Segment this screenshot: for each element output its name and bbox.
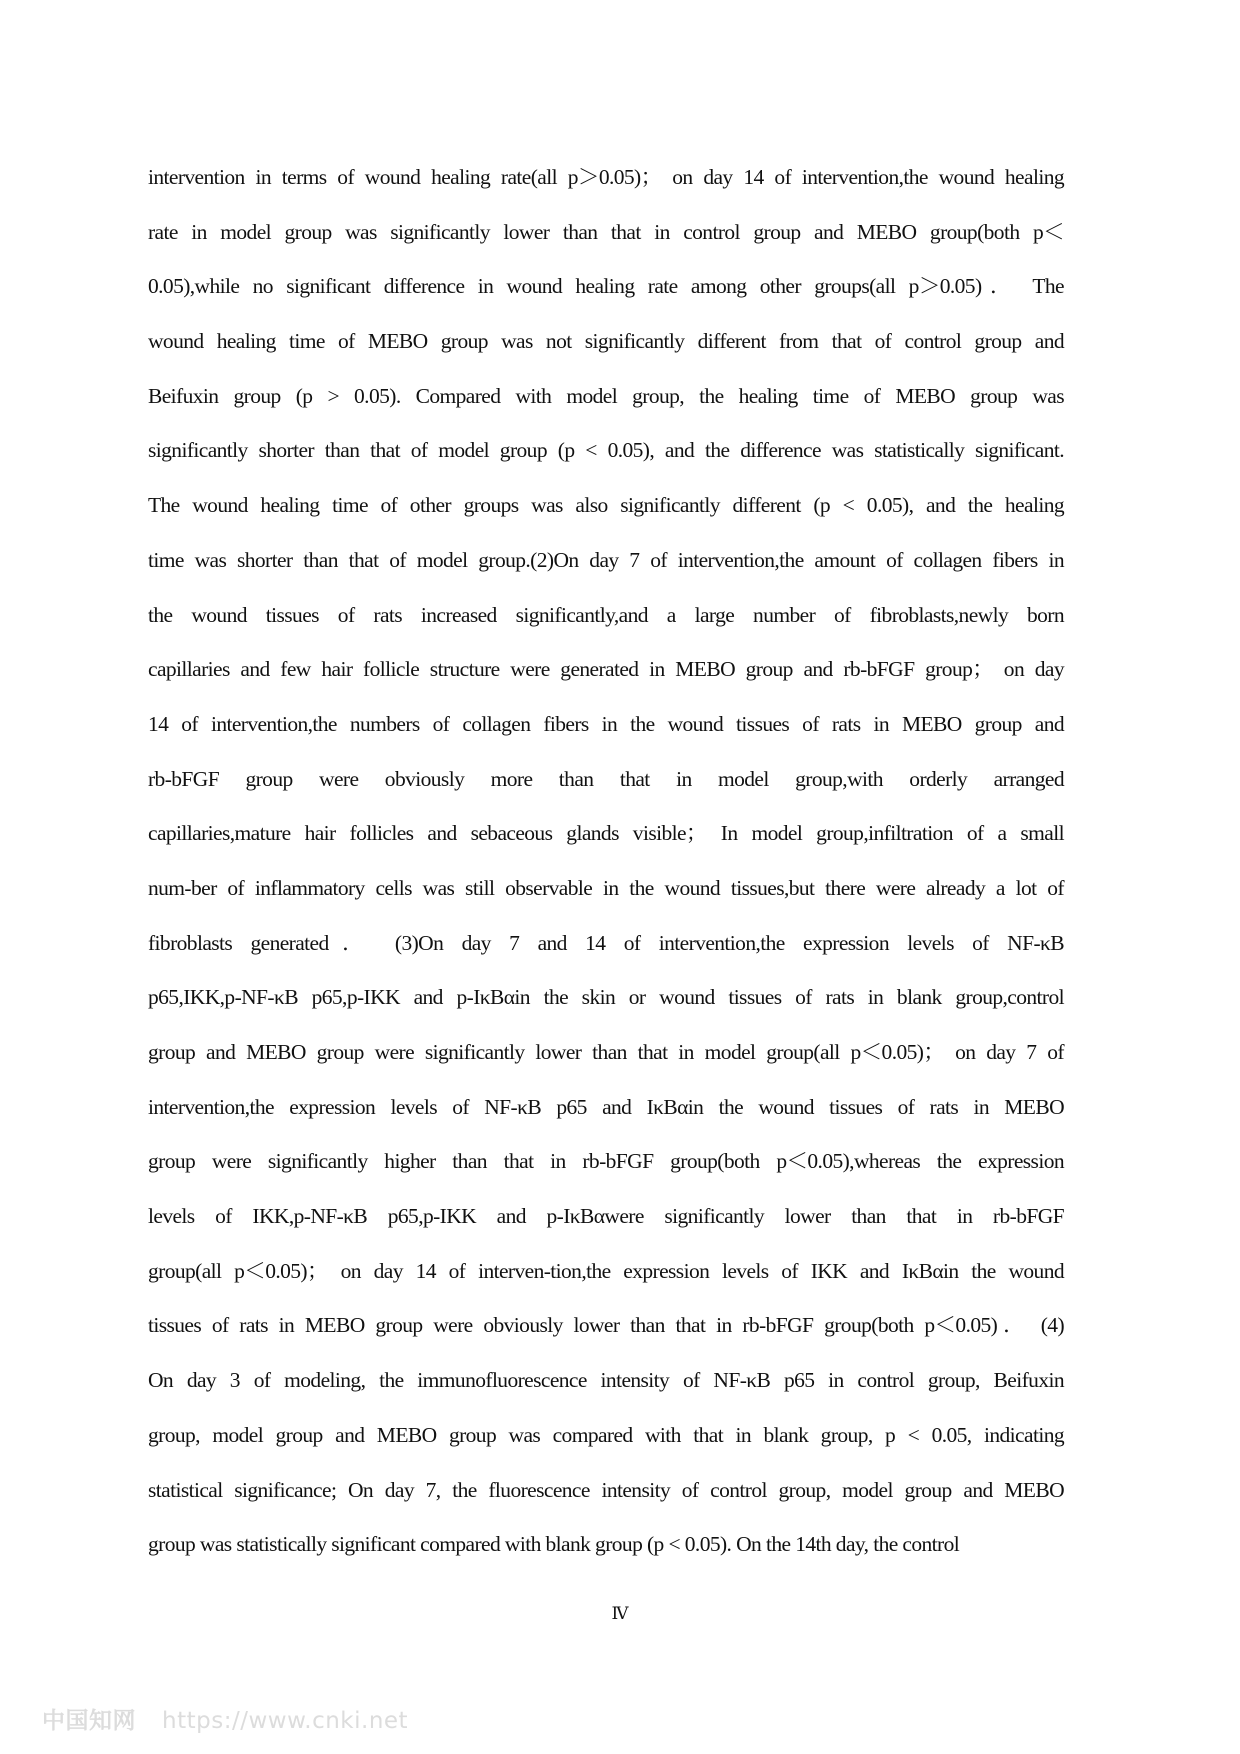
text-line: group was statistically significant compared with blank group (p < 0.05). On the 14th day, the control (148, 1532, 960, 1557)
text-line: levels of IKK,p-NF-κB p65,p-IKK and p-IκBαwere significantly lower than that in rb-bFGF (148, 1204, 1064, 1229)
text-line: p65,IKK,p-NF-κB p65,p-IKK and p-IκBαin the skin or wound tissues of rats in blank group,control (148, 985, 1064, 1010)
text-line: group, model group and MEBO group was compared with that in blank group, p < 0.05, indicating (148, 1422, 1064, 1447)
text-line: On day 3 of modeling, the immunofluorescence intensity of NF-κB p65 in control group, Beifuxin (148, 1368, 1064, 1393)
text-line: The wound healing time of other groups was also significantly different (p < 0.05), and the healing (148, 493, 1064, 518)
text-line: intervention in terms of wound healing rate(all p＞0.05)； on day 14 of intervention,the wound healing (148, 165, 1064, 189)
text-line: Beifuxin group (p > 0.05). Compared with model group, the healing time of MEBO group was (148, 383, 1064, 408)
text-line: group and MEBO group were significantly lower than that in model group(all p＜0.05)； on day 7 of (148, 1040, 1064, 1064)
text-line: group were significantly higher than that in rb-bFGF group(both p＜0.05),whereas the expression (148, 1149, 1064, 1174)
page-number: Ⅳ (611, 1604, 629, 1623)
text-line: time was shorter than that of model group.(2)On day 7 of intervention,the amount of collagen fibers in (148, 547, 1064, 572)
text-line: rate in model group was significantly lower than that in control group and MEBO group(both p＜ (148, 219, 1064, 244)
text-line: 0.05),while no significant difference in wound healing rate among other groups(all p＞0.05)． The (148, 274, 1064, 299)
abstract-body-text (148, 162, 1064, 1584)
text-line: intervention,the expression levels of NF-κB p65 and IκBαin the wound tissues of rats in MEBO (148, 1094, 1064, 1119)
text-line: the wound tissues of rats increased significantly,and a large number of fibroblasts,newly born (148, 602, 1064, 627)
text-line: capillaries,mature hair follicles and sebaceous glands visible； In model group,infiltration of a small (148, 821, 1064, 846)
watermark-url: https://www.cnki.net (162, 1708, 409, 1734)
text-line: statistical significance; On day 7, the fluorescence intensity of control group, model group and MEBO (148, 1477, 1064, 1502)
text-line: capillaries and few hair follicle structure were generated in MEBO group and rb-bFGF group； on day (148, 657, 1064, 682)
text-line: significantly shorter than that of model group (p < 0.05), and the difference was statistically significant. (148, 438, 1064, 463)
text-line: rb-bFGF group were obviously more than that in model group,with orderly arranged (148, 766, 1064, 791)
text-line: wound healing time of MEBO group was not significantly different from that of control group and (148, 329, 1064, 354)
text-line: 14 of intervention,the numbers of collagen fibers in the wound tissues of rats in MEBO group and (148, 711, 1064, 736)
text-line: group(all p＜0.05)； on day 14 of interven-tion,the expression levels of IKK and IκBαin the wound (148, 1258, 1064, 1283)
watermark-brand: 中国知网 (42, 1708, 136, 1734)
text-line: fibroblasts generated． (3)On day 7 and 14 of intervention,the expression levels of NF-κB (148, 930, 1064, 955)
text-line: tissues of rats in MEBO group were obviously lower than that in rb-bFGF group(both p＜0.05)． (4) (148, 1313, 1064, 1338)
cnki-watermark (42, 1702, 408, 1735)
text-line: num-ber of inflammatory cells was still observable in the wound tissues,but there were already a lot of (148, 875, 1064, 900)
